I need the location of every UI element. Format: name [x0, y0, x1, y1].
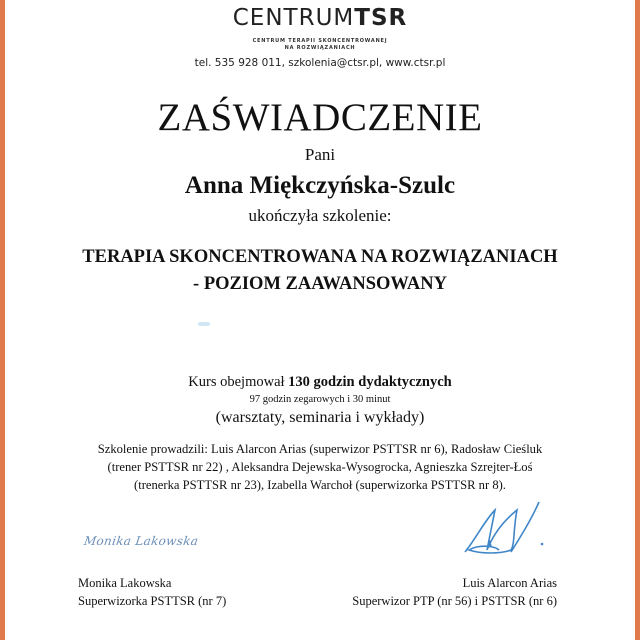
- signatory-role: Superwizor PTP (nr 56) i PSTTSR (nr 6): [352, 594, 557, 608]
- signatory-name: Monika Lakowska: [78, 576, 172, 590]
- ink-mark: [198, 322, 210, 326]
- trainers-line: Szkolenie prowadzili: Luis Alarcon Arias (superwizor PSTTSR nr 6), Radosław Cieśluk: [97, 442, 543, 456]
- hours-prefix: Kurs obejmował: [188, 374, 289, 390]
- trainers-line: (trener PSTTSR nr 22) , Aleksandra Dejewska-Wysogrocka, Agnieszka Szrejter-Łoś: [107, 460, 533, 474]
- clock-hours: 97 godzin zegarowych i 30 minut: [249, 394, 391, 405]
- logo-subtitle: CENTRUM TERAPII SKONCENTROWANEJ: [252, 38, 388, 44]
- trainers-paragraph: [0, 440, 640, 494]
- course-title: TERAPIA SKONCENTROWANA NA ROZWIĄZANIACH: [82, 247, 558, 267]
- right-signature: [455, 500, 555, 560]
- logo-text-bold: TSR: [354, 5, 408, 31]
- course-formats: (warsztaty, seminaria i wykłady): [215, 409, 425, 426]
- hours-value: 130 godzin dydaktycznych: [288, 374, 452, 390]
- logo-subtitle: NA ROZWIĄZANIACH: [284, 45, 356, 51]
- left-signatory: [78, 574, 226, 610]
- course-level: - POZIOM ZAAWANSOWANY: [193, 274, 447, 294]
- contact-info: tel. 535 928 011, szkolenia@ctsr.pl, www.ctsr.pl: [194, 57, 446, 69]
- certificate-title: ZAŚWIADCZENIE: [157, 96, 483, 139]
- signatory-name: Luis Alarcon Arias: [462, 576, 557, 590]
- logo-text: CENTRUM: [232, 5, 355, 31]
- salutation: Pani: [304, 145, 336, 164]
- trainers-line: (trenerka PSTTSR nr 23), Izabella Warchoł (superwizorka PSTTSR nr 8).: [134, 478, 506, 492]
- left-signature: Monika Lakowska: [83, 534, 200, 548]
- completed-text: ukończyła szkolenie:: [248, 206, 392, 225]
- logo: [0, 5, 640, 31]
- course-hours: [0, 374, 640, 391]
- signatory-role: Superwizorka PSTTSR (nr 7): [78, 594, 227, 608]
- recipient-name: Anna Miękczyńska-Szulc: [184, 172, 456, 199]
- right-signatory: [352, 574, 557, 610]
